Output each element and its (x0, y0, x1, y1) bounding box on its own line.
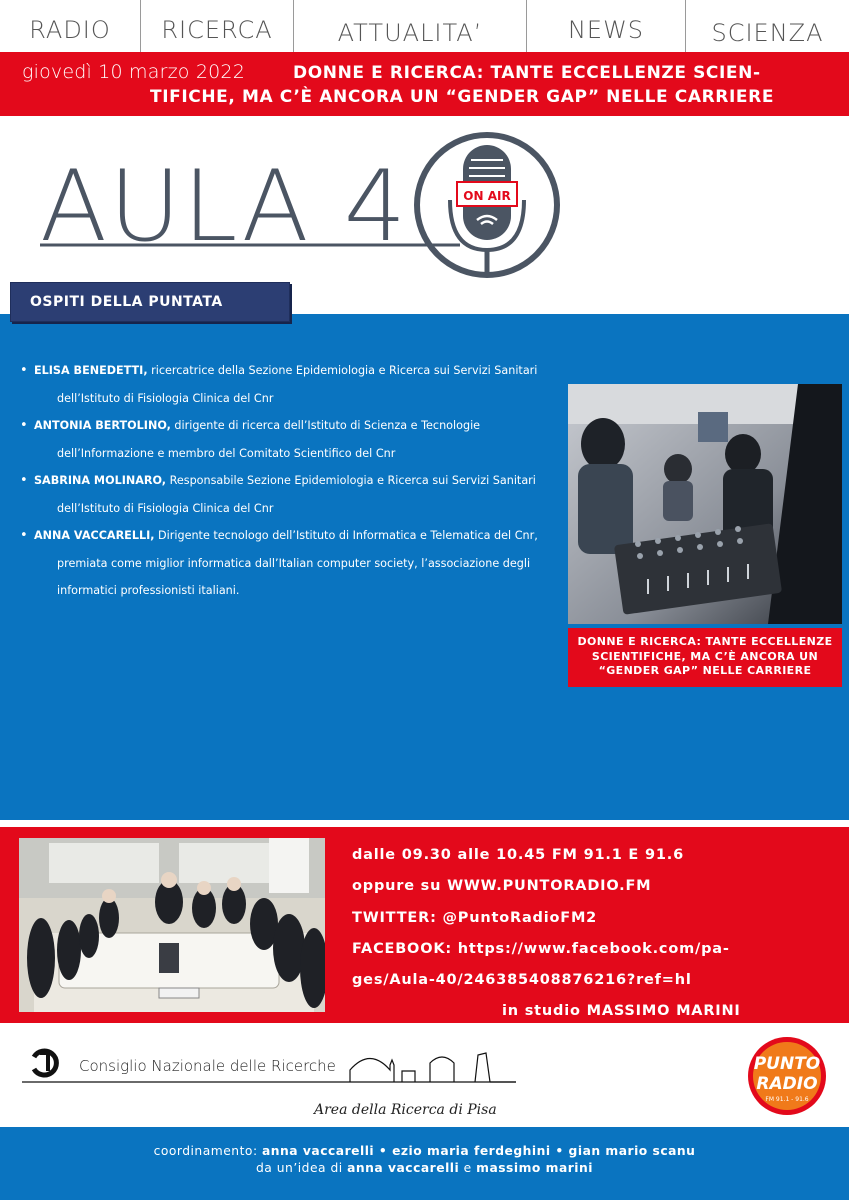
top-navigation (0, 0, 849, 52)
bullet-icon: • (20, 473, 28, 488)
guest-item (20, 357, 550, 412)
guest-role: ricercatrice della Sezione Epidemiologia e Ricerca sui Servizi Sanitari (147, 364, 538, 377)
caption-line: DONNE E RICERCA: TANTE ECCELLENZE (577, 635, 833, 648)
idea-label: da un’idea di (255, 1161, 348, 1175)
idea-name: massimo marini (476, 1161, 593, 1175)
guest-role-cont: dell’Informazione e membro del Comitato Scientifico del Cnr (57, 446, 396, 460)
separator: • (374, 1144, 393, 1158)
guest-role-cont: premiata come miglior informatica dall’Italian computer society, l’associazione degli (57, 556, 531, 570)
nav-item-radio[interactable]: RADIO (29, 16, 111, 44)
episode-date: giovedì 10 marzo 2022 (22, 61, 245, 83)
twitter-handle[interactable]: TWITTER: @PuntoRadioFM2 (352, 909, 598, 926)
guest-role: Dirigente tecnologo dell’Istituto di Informatica e Telematica del Cnr, (154, 529, 538, 542)
coord-label: coordinamento: (153, 1144, 262, 1158)
headline-line-1: DONNE E RICERCA: TANTE ECCELLENZE SCIEN- (293, 63, 761, 83)
radio-label: RADIO (756, 1074, 818, 1094)
coord-name: ezio maria ferdeghini (392, 1144, 551, 1158)
nav-item-ricerca[interactable]: RICERCA (161, 16, 273, 44)
guests-heading: OSPITI DELLA PUNTATA (30, 294, 223, 310)
episode-headline (150, 61, 800, 109)
research-area-name: Area della Ricerca di Pisa (314, 1102, 497, 1118)
coord-name: anna vaccarelli (262, 1144, 375, 1158)
guest-item (20, 522, 550, 605)
cnr-emblem-icon (34, 1051, 56, 1075)
bullet-icon: • (20, 363, 28, 378)
guests-heading-tab (10, 282, 290, 322)
coordination-credits (0, 1144, 849, 1158)
guest-name: ANNA VACCARELLI, (34, 529, 155, 542)
caption-line: SCIENTIFICHE, MA C’È ANCORA UN (591, 649, 819, 663)
frequency-label: FM 91.1 - 91.6 (765, 1096, 809, 1103)
coord-name: gian mario scanu (568, 1144, 696, 1158)
cnr-name: Consiglio Nazionale delle Ricerche (79, 1057, 336, 1075)
photo-caption (568, 628, 842, 687)
idea-name: anna vaccarelli (347, 1161, 460, 1175)
caption-line: “GENDER GAP” NELLE CARRIERE (598, 664, 812, 677)
guest-role: dirigente di ricerca dell’Istituto di Scienza e Tecnologie (170, 419, 481, 432)
guest-item (20, 467, 550, 522)
guest-item (20, 412, 550, 467)
facebook-link[interactable]: FACEBOOK: https://www.facebook.com/pa- (352, 940, 730, 957)
headline-line-2: TIFICHE, MA C’È ANCORA UN “GENDER GAP” NELLE CARRIERE (150, 87, 775, 107)
separator: • (550, 1144, 569, 1158)
studio-host: in studio MASSIMO MARINI (502, 1003, 741, 1020)
on-air-label: ON AIR (463, 189, 511, 203)
nav-item-news[interactable]: NEWS (567, 16, 645, 44)
punto-label: PUNTO (753, 1054, 821, 1074)
guest-name: ANTONIA BERTOLINO, (34, 419, 171, 432)
idea-credits (0, 1161, 849, 1175)
idea-conjunction: e (459, 1161, 477, 1175)
aula-40-logo (20, 120, 580, 280)
guest-name: SABRINA MOLINARO, (34, 474, 167, 487)
guest-name: ELISA BENEDETTI, (34, 364, 148, 377)
microphone-icon (417, 135, 557, 275)
punto-radio-logo (744, 1035, 830, 1117)
facebook-link-cont[interactable]: ges/Aula-40/246385408876216?ref=hl (352, 972, 692, 989)
guest-role-cont: informatici professionisti italiani. (57, 584, 240, 597)
website-link[interactable]: oppure su WWW.PUNTORADIO.FM (352, 878, 652, 895)
broadcast-info (352, 840, 832, 1028)
guest-list (20, 357, 550, 605)
nav-item-attualita[interactable]: ATTUALITA’ (337, 19, 483, 47)
guest-role-cont: dell’Istituto di Fisiologia Clinica del Cnr (57, 391, 274, 405)
bullet-icon: • (20, 418, 28, 433)
nav-item-scienza[interactable]: SCIENZA (711, 19, 824, 47)
schedule-text: dalle 09.30 alle 10.45 FM 91.1 E 91.6 (352, 847, 684, 863)
studio-roundtable-photo (19, 838, 325, 1012)
bullet-icon: • (20, 528, 28, 543)
guest-role: Responsabile Sezione Epidemiologia e Ricerca sui Servizi Sanitari (166, 474, 536, 487)
logo-title: AULA 4 (40, 150, 409, 264)
studio-mixer-photo (568, 384, 842, 624)
guest-role-cont: dell’Istituto di Fisiologia Clinica del Cnr (57, 501, 274, 515)
